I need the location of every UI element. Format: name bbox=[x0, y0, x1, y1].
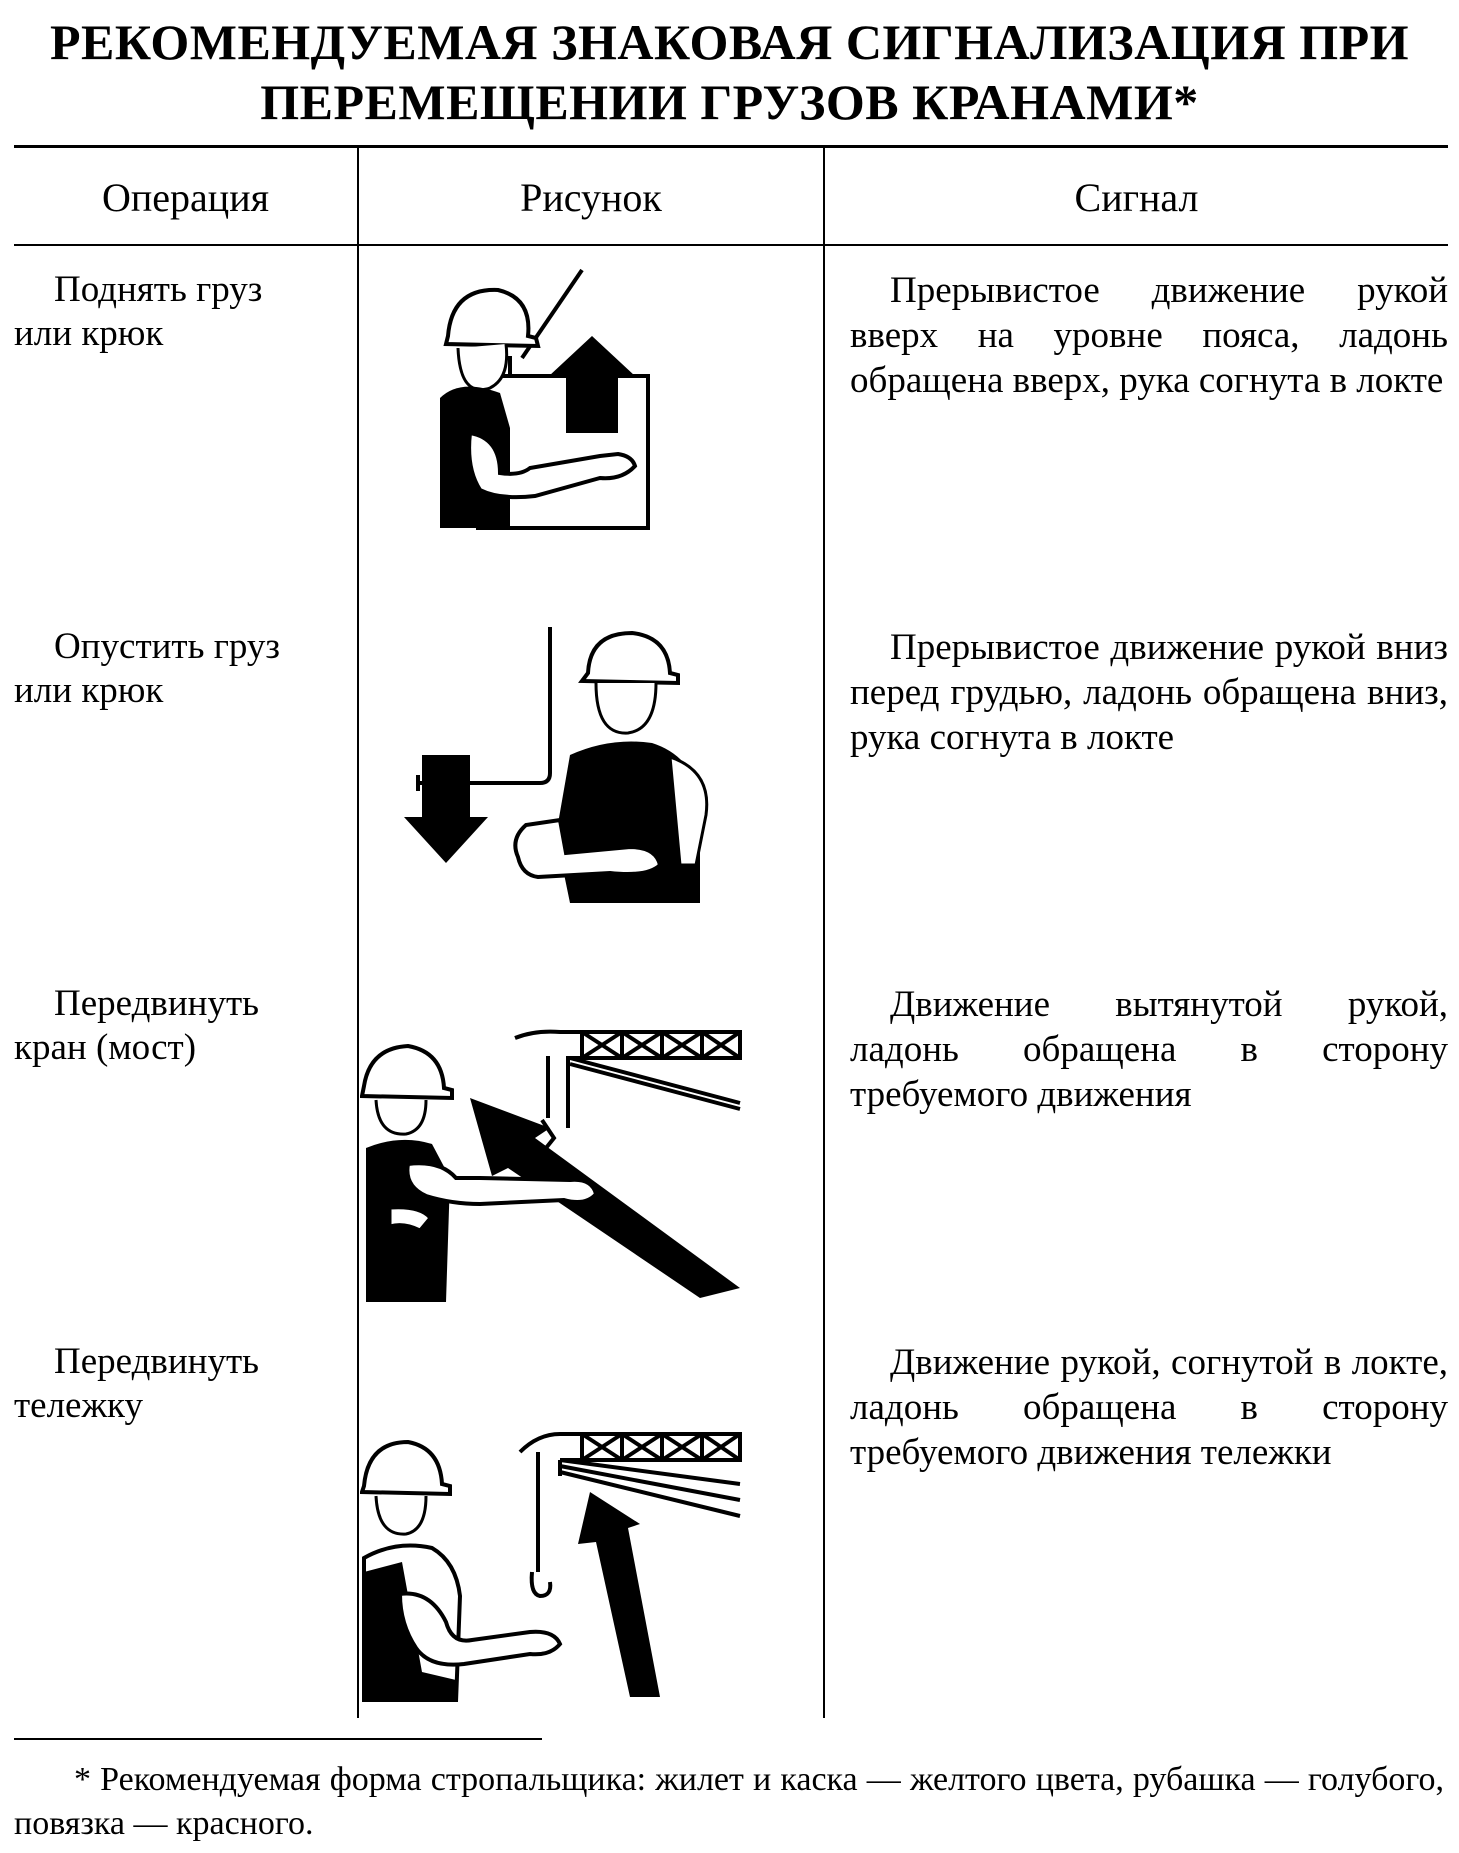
hard-hat-icon bbox=[362, 1046, 452, 1098]
footnote-rule bbox=[14, 1738, 542, 1740]
hard-hat-icon bbox=[362, 1442, 450, 1494]
row-2-operation-line-2: или крюк bbox=[14, 670, 164, 711]
page-title bbox=[0, 12, 1459, 132]
row-4-operation-line-1: Передвинуть bbox=[54, 1341, 260, 1382]
hard-hat-icon bbox=[446, 290, 538, 346]
title-line-1: РЕКОМЕНДУЕМАЯ ЗНАКОВАЯ СИГНАЛИЗАЦИЯ ПРИ bbox=[49, 14, 1410, 70]
row-4-operation bbox=[14, 1340, 344, 1428]
row-4-signal: Движение рукой, согнутой в локте, ладонь обращена в сторону требуемого движения тележки bbox=[850, 1342, 1448, 1473]
row-1-signal: Прерывистое движение рукой вверх на уровне пояса, ладонь обращена вверх, рука согнута в локте bbox=[850, 270, 1448, 401]
row-3-operation bbox=[14, 982, 344, 1070]
row-1-operation-line-2: или крюк bbox=[14, 313, 164, 354]
header-signal: Сигнал bbox=[1074, 175, 1199, 220]
table-column-divider-1 bbox=[357, 145, 359, 1718]
arrow-up-diagonal-icon bbox=[578, 1492, 660, 1697]
hook-icon bbox=[532, 1572, 551, 1596]
footnote: * Рекомендуемая форма стропальщика: жилет и каска — желтого цвета, рубашка — голубого, повязка — красного. bbox=[14, 1761, 1444, 1842]
row-2-operation bbox=[14, 625, 344, 713]
row-4-operation-line-2: тележку bbox=[14, 1385, 143, 1426]
row-2-signal: Прерывистое движение рукой вниз перед грудью, ладонь обращена вниз, рука согнута в локте bbox=[850, 627, 1448, 758]
row-4-picture-move-trolley bbox=[360, 1412, 820, 1702]
header-operation: Операция bbox=[101, 175, 269, 220]
row-3-picture-move-crane bbox=[360, 1008, 820, 1308]
crane-jib-icon bbox=[515, 1032, 740, 1128]
table-header-rule bbox=[14, 244, 1448, 246]
row-1-operation bbox=[14, 268, 344, 356]
row-1-picture-raise-load bbox=[360, 268, 820, 543]
table-top-rule bbox=[14, 145, 1448, 148]
row-3-operation-line-2: кран (мост) bbox=[14, 1027, 197, 1068]
row-1-operation-line-1: Поднять груз bbox=[54, 269, 263, 310]
title-line-2: ПЕРЕМЕЩЕНИИ ГРУЗОВ КРАНАМИ* bbox=[260, 74, 1199, 130]
arrow-down-icon bbox=[404, 755, 488, 863]
table-column-divider-2 bbox=[823, 145, 825, 1718]
arrow-up-icon bbox=[549, 336, 635, 433]
hard-hat-icon bbox=[582, 633, 678, 683]
row-2-operation-line-1: Опустить груз bbox=[54, 626, 281, 667]
row-3-operation-line-1: Передвинуть bbox=[54, 983, 260, 1024]
row-2-picture-lower-load bbox=[360, 625, 820, 905]
row-3-signal: Движение вытянутой рукой, ладонь обращена в сторону требуемого движения bbox=[850, 984, 1448, 1115]
header-picture: Рисунок bbox=[520, 175, 662, 220]
